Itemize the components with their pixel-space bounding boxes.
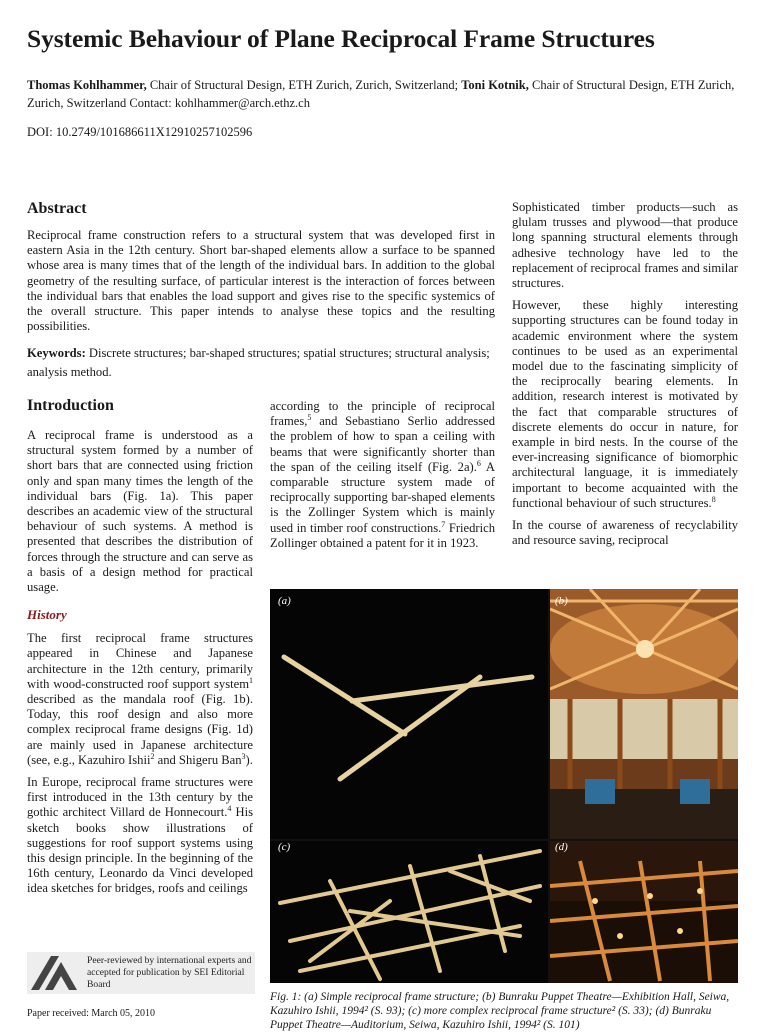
panel-label-a: (a) (278, 595, 291, 607)
ref-mark: 3 (241, 751, 246, 761)
figure-panel-b (550, 589, 738, 839)
ref-mark: 1 (249, 675, 253, 685)
history-paragraph-1 (27, 631, 253, 768)
author-2-affiliation: Chair of Structural Design, ETH Zurich, Zurich, Switzerland Contact: kohlhammer@arch.ethz.ch (27, 78, 735, 110)
text-run: A comparable structure system made of reciprocally supporting bar-shaped elements is the Zollinger System which is mainly used in timber roof constructions. (270, 459, 495, 535)
ref-mark: 2 (150, 751, 155, 761)
column-3-paragraph-2 (512, 298, 738, 511)
text-run: His sketch books show illustrations of suggestions for roof support systems using this design principle. In the beginning of the 16th century, Leonardo da Vinci developed idea sketches for bridges, roofs and ceilings (27, 805, 253, 896)
column-3 (512, 200, 738, 555)
history-heading: History (27, 607, 67, 623)
figure-caption: Fig. 1: (a) Simple reciprocal frame structure; (b) Bunraku Puppet Theatre—Exhibition Hall, Seiwa, Kazuhiro Ishii, 1994² (S. 93); (c) more complex reciprocal frame structure² (S. 33); (d) Bunraku Puppet Theatre—Auditorium, Seiwa, Kazuhiro Ishii, 1994² (S. 101) (270, 991, 730, 1031)
text-run: and Shigeru Ban (154, 752, 242, 767)
peer-review-box (27, 952, 255, 994)
keywords-text: Discrete structures; bar-shaped structures; spatial structures; structural analysis; analysis method. (27, 346, 490, 380)
abstract-paragraph: Reciprocal frame construction refers to a structural system that was developed first in eastern Asia in the 12th century. Short bar-shaped elements allow a surface to be spanned whose area is many times that of the length of the individual bars. In addition to the global geometry of the resulting surface, of particular interest is the interaction of forces between the individual bars that enables the load support and gives rise to the specific systemics of the overall structure. This paper intends to analyse these topics and the resulting possibilities. (27, 228, 495, 334)
keywords (27, 344, 495, 382)
intro-paragraph: A reciprocal frame is understood as a structural system formed by a number of short bars that are connected using friction only and span many times the length of the individual bars (Fig. 1a). This paper describes an academic view of the structural behaviour of such systems. A method is presented that describes the distribution of forces through the structure and can serve as a basis of a design method for practical usage. (27, 428, 253, 595)
text-run: ). (245, 752, 253, 767)
text-run: In Europe, reciprocal frame structures were first introduced in the 13th century by the gothic architect Villard de Honnecourt. (27, 775, 253, 820)
text-run: The first reciprocal frame structures appeared in Chinese and Japanese architecture in the 12th century, primarily with wood-constructed roof support system (27, 631, 253, 691)
column-2-paragraph (270, 399, 495, 551)
text-run: and Sebastiano Serlio addressed the problem of how to span a ceiling with beams that were significantly shorter than the span of the ceiling itself (Fig. 2a). (270, 414, 495, 474)
text-run: However, these highly interesting supporting structures can be found today in academic environment where the system continues to be used as an experimental model due to the fascinating simplicity of the reciprocally bearing elements. In addition, research interest is motivated by the fact that comparable structures of discrete elements do occur in nature, for example in bird nests. In the course of the ever-increasing significance of biomorphic architectural language, it is immediately important to become acquainted with the functional behaviour of such structures. (512, 298, 738, 510)
abstract-heading: Abstract (27, 200, 87, 217)
figure-panel-d (550, 841, 738, 983)
abstract-text (27, 228, 495, 382)
reciprocal-frame-sticks-image (270, 589, 548, 839)
panel-label-c: (c) (278, 841, 291, 853)
ref-mark: 7 (441, 519, 446, 529)
introduction-heading: Introduction (27, 397, 114, 414)
paper-received-date: Paper received: March 05, 2010 (27, 1008, 156, 1019)
panel-label-b: (b) (555, 595, 568, 607)
figure-panel-a (270, 589, 548, 839)
author-line (27, 76, 747, 112)
complex-reciprocal-frame-image (270, 841, 548, 983)
column-3-paragraph-1: Sophisticated timber products—such as glulam trusses and plywood—that produce long spanning structural elements through adhesive technology have led to the replacement of reciprocal frames and similar structures. (512, 200, 738, 291)
ref-mark: 6 (476, 458, 481, 468)
ref-mark: 4 (227, 804, 232, 814)
sei-logo-icon (31, 956, 79, 990)
column-1 (27, 397, 253, 904)
peer-review-text: Peer-reviewed by international experts and accepted for publication by SEI Editorial Board (87, 955, 252, 990)
doi: DOI: 10.2749/101686611X12910257102596 (27, 125, 253, 139)
ref-mark: 8 (711, 494, 716, 504)
auditorium-ceiling-image (550, 841, 738, 983)
author-1-name: Thomas Kohlhammer, (27, 78, 147, 92)
author-2-name: Toni Kotnik, (461, 78, 529, 92)
history-paragraph-2 (27, 775, 253, 897)
author-1-affiliation: Chair of Structural Design, ETH Zurich, Zurich, Switzerland; (146, 78, 462, 92)
figure-panel-c (270, 841, 548, 983)
text-run: Friedrich Zollinger obtained a patent for it in 1923. (270, 520, 496, 550)
theatre-roof-image (550, 589, 738, 839)
figure-1 (270, 589, 738, 983)
text-run: according to the principle of reciprocal frames, (270, 399, 495, 429)
paper-title: Systemic Behaviour of Plane Reciprocal Frame Structures (27, 24, 655, 53)
abstract-section (27, 200, 495, 389)
ref-mark: 5 (307, 413, 312, 423)
text-run: described as the mandala roof (Fig. 1b). Today, this roof design and also more complex reciprocal frame designs (Fig. 1d) are mainly used in Japanese architecture (see, e.g., Kazuhiro Ishii (27, 692, 253, 767)
column-3-paragraph-3: In the course of awareness of recyclability and resource saving, reciprocal (512, 518, 738, 548)
panel-label-d: (d) (555, 841, 568, 853)
keywords-label: Keywords: (27, 346, 86, 361)
column-2 (270, 399, 495, 558)
